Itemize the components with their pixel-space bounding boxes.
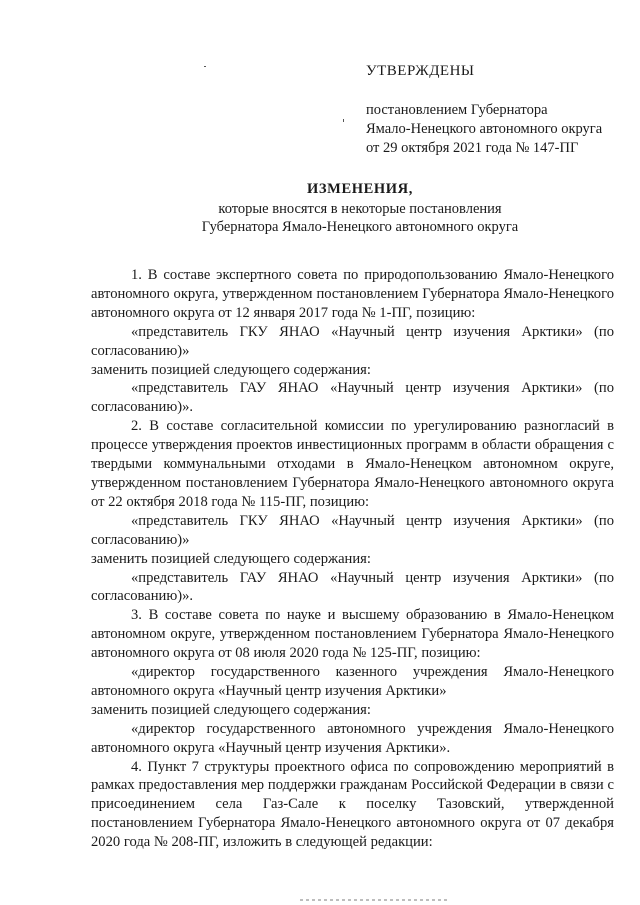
paragraph-3-new-position: «директор государственного автономного учреждения Ямало-Ненецкого автономного округа «Научный центр изучения Арктики». bbox=[91, 720, 614, 756]
paragraph-2-old-position: «представитель ГКУ ЯНАО «Научный центр изучения Арктики» (по согласованию)» bbox=[91, 512, 614, 548]
paragraph-1-new-position: «представитель ГАУ ЯНАО «Научный центр изучения Арктики» (по согласованию)». bbox=[91, 380, 614, 416]
paragraph-4-intro: 4. Пункт 7 структуры проектного офиса по сопровождению мероприятий в рамках предоставления мер поддержки гражданам Российской Федерации в связи с присоединением села Газ-Сале к поселку Тазовский, утвержденной постановлением Губернатора Ямало-Ненецкого автономного округа от 07 декабря 2020 года № 208-ПГ, изложить в следующей редакции: bbox=[91, 758, 614, 851]
paragraph-2-new-position: «представитель ГАУ ЯНАО «Научный центр изучения Арктики» (по согласованию)». bbox=[91, 569, 614, 605]
paragraph-3-intro: 3. В составе совета по науке и высшему образованию в Ямало-Ненецком автономном округе, утвержденном постановлением Губернатора Ямало-Ненецкого автономного округа от 08 июля 2020 года № 125-ПГ, позицию: bbox=[91, 607, 614, 662]
paragraph-1-old-position: «представитель ГКУ ЯНАО «Научный центр изучения Арктики» (по согласованию)» bbox=[91, 323, 614, 359]
heading-title: ИЗМЕНЕНИЯ, bbox=[307, 181, 413, 197]
paragraph-3-old-position: «директор государственного казенного учреждения Ямало-Ненецкого автономного округа «Научный центр изучения Арктики» bbox=[91, 664, 614, 699]
document-heading bbox=[90, 180, 630, 236]
scan-speck bbox=[343, 119, 344, 122]
approval-title: УТВЕРЖДЕНЫ bbox=[366, 63, 475, 79]
paragraph-3-replace: заменить позицией следующего содержания: bbox=[91, 701, 371, 718]
heading-subtitle: которые вносятся в некоторые постановления bbox=[218, 201, 502, 217]
paragraph-1-replace: заменить позицией следующего содержания: bbox=[91, 361, 371, 378]
paragraph-2-intro: 2. В составе согласительной комиссии по урегулированию разногласий в процессе утверждения проектов инвестиционных программ в области обращения с твердыми коммунальными отходами в Ямало-Ненецком автономном округе, утвержденном постановлением Губернатора Ямало-Ненецкого автономного округа от 22 октября 2018 года № 115-ПГ, позицию: bbox=[91, 418, 614, 510]
approval-block bbox=[366, 62, 626, 158]
approval-line: Ямало-Ненецкого автономного округа bbox=[366, 121, 603, 137]
heading-subtitle: Губернатора Ямало-Ненецкого автономного округа bbox=[201, 219, 519, 235]
scan-speck bbox=[204, 66, 206, 67]
scan-artifact-line bbox=[300, 899, 450, 901]
approval-line: от 29 октября 2021 года № 147-ПГ bbox=[366, 140, 579, 156]
paragraph-1-intro: 1. В составе экспертного совета по природопользованию Ямало-Ненецкого автономного округа, утвержденном постановлением Губернатора Ямало-Ненецкого автономного округа от 12 января 2017 года № 1-ПГ, позицию: bbox=[91, 267, 614, 321]
approval-line: постановлением Губернатора bbox=[366, 102, 548, 118]
document-body bbox=[91, 266, 614, 852]
paragraph-2-replace: заменить позицией следующего содержания: bbox=[91, 550, 371, 567]
